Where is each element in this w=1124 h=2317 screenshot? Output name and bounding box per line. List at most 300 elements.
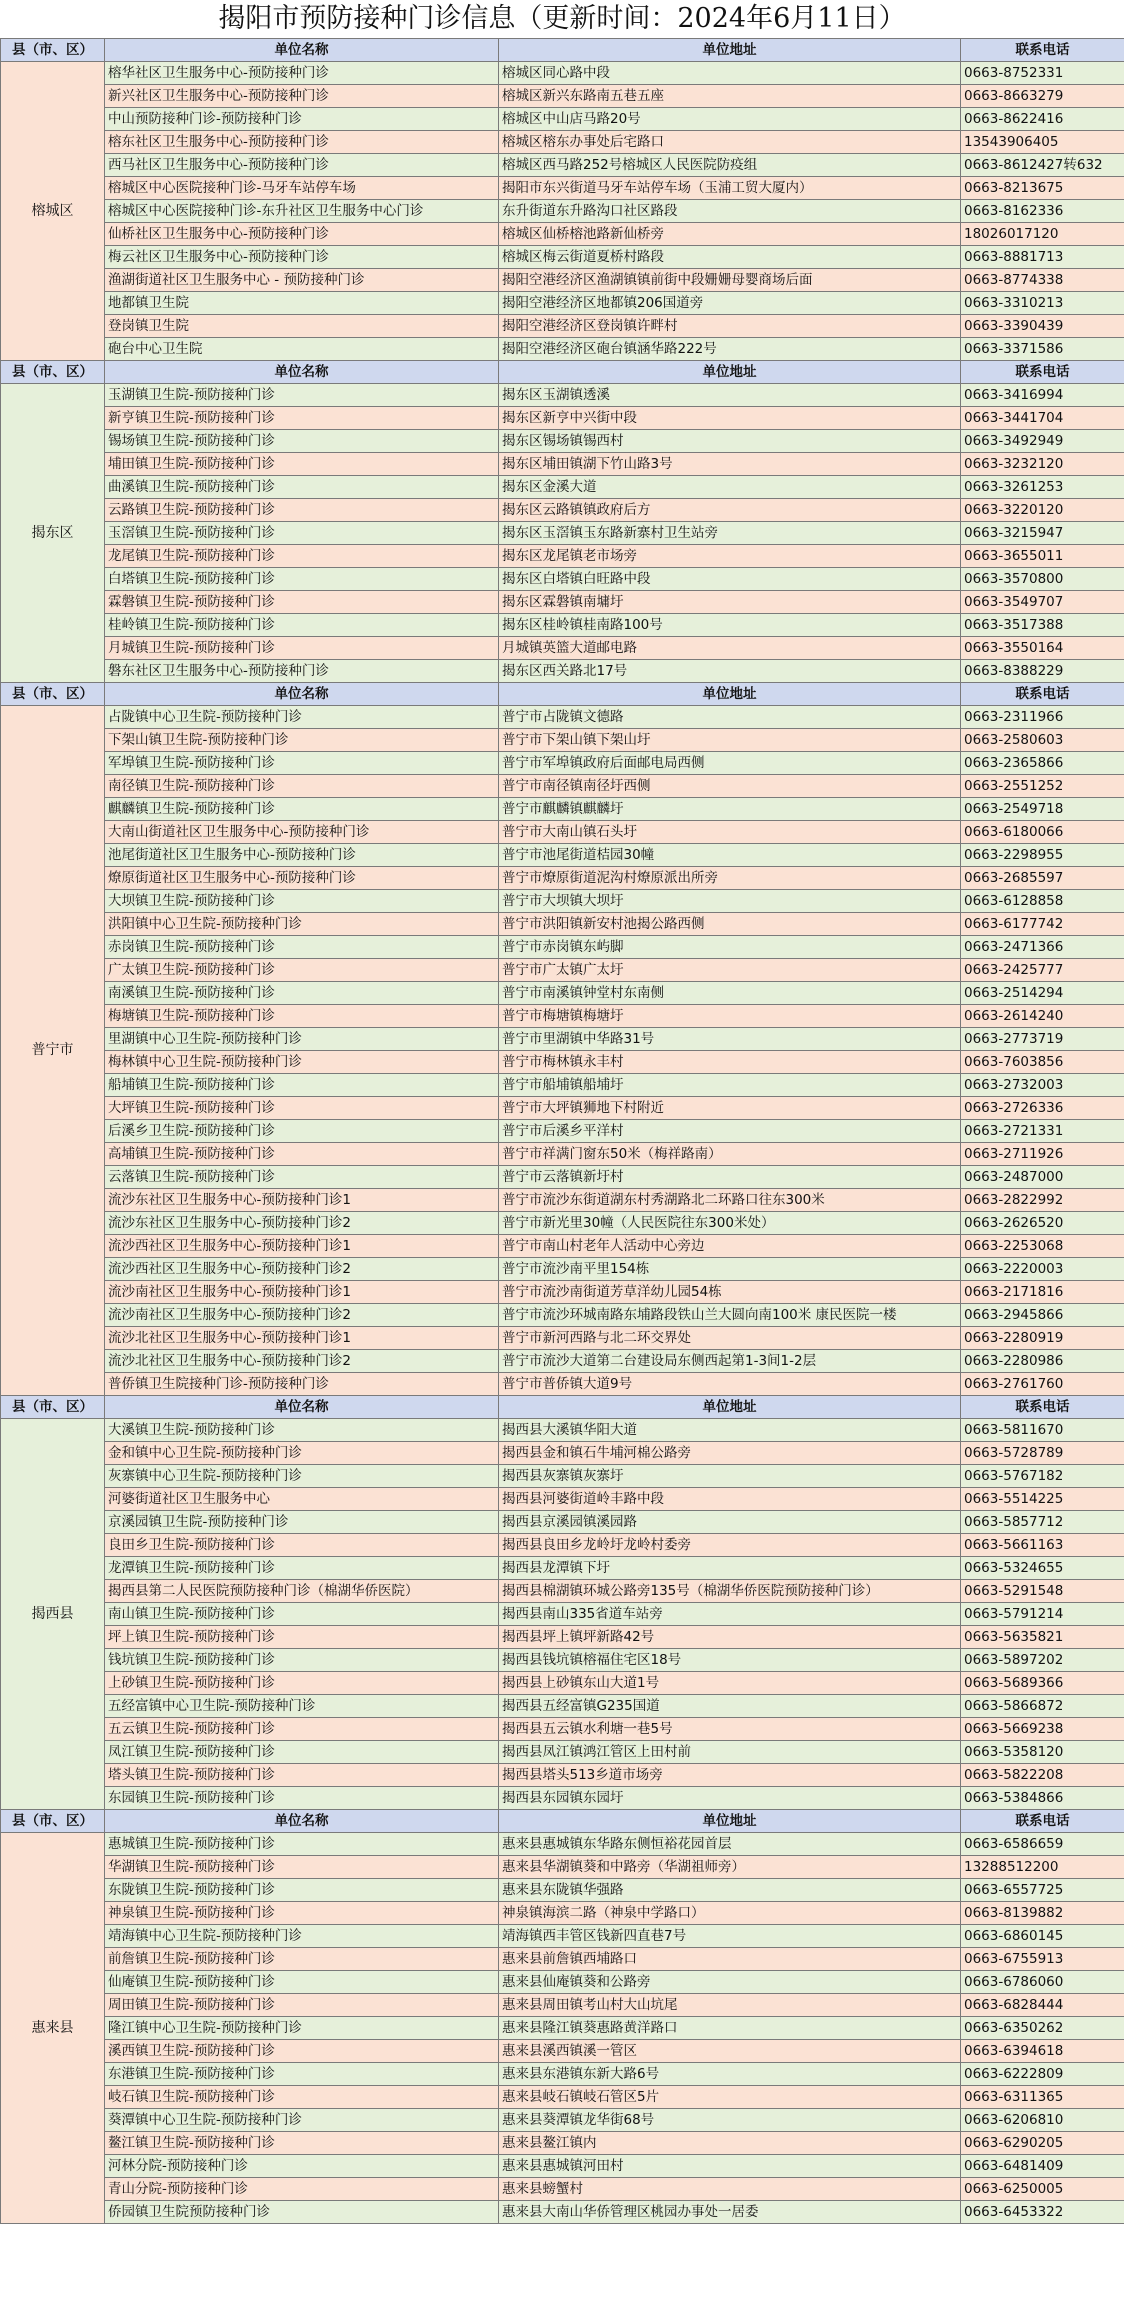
clinic-phone-cell: 0663-2549718 <box>961 798 1124 821</box>
clinic-address-cell: 榕城区中山店马路20号 <box>499 108 961 131</box>
county-cell: 惠来县 <box>1 1833 105 2224</box>
table-row <box>1 407 1124 430</box>
clinic-name-cell: 中山预防接种门诊-预防接种门诊 <box>105 108 499 131</box>
phone-header: 联系电话 <box>961 361 1124 384</box>
clinic-address-cell: 揭东区锡场镇锡西村 <box>499 430 961 453</box>
clinic-phone-cell: 0663-2487000 <box>961 1166 1124 1189</box>
clinic-phone-cell: 0663-5661163 <box>961 1534 1124 1557</box>
clinic-phone-cell: 0663-7603856 <box>961 1051 1124 1074</box>
clinic-address-cell: 榕城区榕东办事处后宅路口 <box>499 131 961 154</box>
clinic-name-cell: 惠城镇卫生院-预防接种门诊 <box>105 1833 499 1856</box>
table-row <box>1 1143 1124 1166</box>
table-row <box>1 1327 1124 1350</box>
clinic-address-cell: 普宁市南径镇南径圩西侧 <box>499 775 961 798</box>
clinic-address-cell: 揭阳空港经济区地都镇206国道旁 <box>499 292 961 315</box>
table-row <box>1 1695 1124 1718</box>
clinic-phone-cell: 0663-2280986 <box>961 1350 1124 1373</box>
clinic-name-cell: 普侨镇卫生院接种门诊-预防接种门诊 <box>105 1373 499 1396</box>
section-header-row <box>1 1396 1124 1419</box>
clinic-address-cell: 榕城区梅云街道夏桥村路段 <box>499 246 961 269</box>
clinic-phone-cell: 0663-8752331 <box>961 62 1124 85</box>
clinic-address-cell: 普宁市船埔镇船埔圩 <box>499 1074 961 1097</box>
clinic-address-cell: 揭西县凤江镇鸿江管区上田村前 <box>499 1741 961 1764</box>
clinic-name-cell: 五云镇卫生院-预防接种门诊 <box>105 1718 499 1741</box>
clinic-address-cell: 揭东区云路镇镇政府后方 <box>499 499 961 522</box>
table-row <box>1 2109 1124 2132</box>
clinic-phone-cell: 0663-6557725 <box>961 1879 1124 1902</box>
table-row <box>1 200 1124 223</box>
clinic-address-cell: 普宁市流沙东街道湖东村秀湖路北二环路口往东300米 <box>499 1189 961 1212</box>
clinic-phone-cell: 0663-5358120 <box>961 1741 1124 1764</box>
clinic-phone-cell: 0663-3416994 <box>961 384 1124 407</box>
clinic-address-cell: 惠来县隆江镇葵惠路黄洋路口 <box>499 2017 961 2040</box>
clinic-address-cell: 靖海镇西丰管区钱新四直巷7号 <box>499 1925 961 1948</box>
table-row <box>1 1281 1124 1304</box>
clinic-name-cell: 南径镇卫生院-预防接种门诊 <box>105 775 499 798</box>
clinic-address-cell: 揭西县灰寨镇灰寨圩 <box>499 1465 961 1488</box>
address-header: 单位地址 <box>499 361 961 384</box>
clinic-name-cell: 周田镇卫生院-预防接种门诊 <box>105 1994 499 2017</box>
clinic-name-cell: 隆江镇中心卫生院-预防接种门诊 <box>105 2017 499 2040</box>
table-row <box>1 798 1124 821</box>
clinic-phone-cell: 0663-3261253 <box>961 476 1124 499</box>
table-row <box>1 1649 1124 1672</box>
clinic-address-cell: 揭西县良田乡龙岭圩龙岭村委旁 <box>499 1534 961 1557</box>
clinic-name-cell: 神泉镇卫生院-预防接种门诊 <box>105 1902 499 1925</box>
clinic-name-cell: 渔湖街道社区卫生服务中心 - 预防接种门诊 <box>105 269 499 292</box>
table-row <box>1 2040 1124 2063</box>
table-row <box>1 1442 1124 1465</box>
clinic-address-cell: 普宁市祥满门窗东50米（梅祥路南） <box>499 1143 961 1166</box>
clinic-address-cell: 揭东区白塔镇白旺路中段 <box>499 568 961 591</box>
address-header: 单位地址 <box>499 39 961 62</box>
clinic-name-cell: 大南山街道社区卫生服务中心-预防接种门诊 <box>105 821 499 844</box>
clinic-address-cell: 普宁市广太镇广太圩 <box>499 959 961 982</box>
clinic-name-cell: 流沙北社区卫生服务中心-预防接种门诊1 <box>105 1327 499 1350</box>
clinic-phone-cell: 0663-5811670 <box>961 1419 1124 1442</box>
clinic-address-cell: 榕城区西马路252号榕城区人民医院防疫组 <box>499 154 961 177</box>
clinic-address-cell: 普宁市南山村老年人活动中心旁边 <box>499 1235 961 1258</box>
clinic-name-cell: 榕华社区卫生服务中心-预防接种门诊 <box>105 62 499 85</box>
clinic-phone-cell: 0663-6222809 <box>961 2063 1124 2086</box>
clinic-address-cell: 普宁市洪阳镇新安村池揭公路西侧 <box>499 913 961 936</box>
table-row <box>1 1120 1124 1143</box>
clinic-address-cell: 普宁市流沙环城南路东埔路段铁山兰大圆向南100米 康民医院一楼 <box>499 1304 961 1327</box>
clinic-address-cell: 揭西县钱坑镇榕福住宅区18号 <box>499 1649 961 1672</box>
county-header: 县（市、区） <box>1 1396 105 1419</box>
clinic-name-cell: 华湖镇卫生院-预防接种门诊 <box>105 1856 499 1879</box>
address-header: 单位地址 <box>499 1810 961 1833</box>
clinic-address-cell: 揭西县上砂镇东山大道1号 <box>499 1672 961 1695</box>
clinic-address-cell: 揭西县东园镇东园圩 <box>499 1787 961 1810</box>
name-header: 单位名称 <box>105 39 499 62</box>
table-row <box>1 591 1124 614</box>
table-row <box>1 1097 1124 1120</box>
clinic-phone-cell: 0663-3655011 <box>961 545 1124 568</box>
table-row <box>1 246 1124 269</box>
table-row <box>1 913 1124 936</box>
clinic-address-cell: 榕城区仙桥榕池路新仙桥旁 <box>499 223 961 246</box>
clinic-address-cell: 普宁市梅塘镇梅塘圩 <box>499 1005 961 1028</box>
clinic-name-cell: 大溪镇卫生院-预防接种门诊 <box>105 1419 499 1442</box>
name-header: 单位名称 <box>105 683 499 706</box>
table-row <box>1 2086 1124 2109</box>
table-row <box>1 1833 1124 1856</box>
clinic-phone-cell: 0663-6180066 <box>961 821 1124 844</box>
clinic-name-cell: 曲溪镇卫生院-预防接种门诊 <box>105 476 499 499</box>
clinic-address-cell: 揭东区埔田镇湖下竹山路3号 <box>499 453 961 476</box>
clinic-name-cell: 占陇镇中心卫生院-预防接种门诊 <box>105 706 499 729</box>
table-row <box>1 821 1124 844</box>
clinic-address-cell: 惠来县葵潭镇龙华街68号 <box>499 2109 961 2132</box>
clinic-phone-cell: 18026017120 <box>961 223 1124 246</box>
clinic-address-cell: 揭东区霖磐镇南墉圩 <box>499 591 961 614</box>
clinic-address-cell: 月城镇英篮大道邮电路 <box>499 637 961 660</box>
clinic-name-cell: 军埠镇卫生院-预防接种门诊 <box>105 752 499 775</box>
clinic-phone-cell: 0663-2761760 <box>961 1373 1124 1396</box>
clinic-phone-cell: 0663-3220120 <box>961 499 1124 522</box>
clinic-name-cell: 赤岗镇卫生院-预防接种门诊 <box>105 936 499 959</box>
table-row <box>1 1005 1124 1028</box>
address-header: 单位地址 <box>499 1396 961 1419</box>
clinic-name-cell: 高埔镇卫生院-预防接种门诊 <box>105 1143 499 1166</box>
clinic-name-cell: 新兴社区卫生服务中心-预防接种门诊 <box>105 85 499 108</box>
table-row <box>1 1304 1124 1327</box>
clinic-name-cell: 新亨镇卫生院-预防接种门诊 <box>105 407 499 430</box>
clinic-name-cell: 侨园镇卫生院预防接种门诊 <box>105 2201 499 2224</box>
county-cell: 榕城区 <box>1 62 105 361</box>
clinic-phone-cell: 13543906405 <box>961 131 1124 154</box>
clinic-name-cell: 里湖镇中心卫生院-预防接种门诊 <box>105 1028 499 1051</box>
table-row <box>1 1856 1124 1879</box>
clinic-phone-cell: 0663-8612427转632 <box>961 154 1124 177</box>
clinic-phone-cell: 0663-3549707 <box>961 591 1124 614</box>
clinic-address-cell: 揭东区玉湖镇透溪 <box>499 384 961 407</box>
clinic-phone-cell: 0663-2171816 <box>961 1281 1124 1304</box>
clinic-address-cell: 惠来县仙庵镇葵和公路旁 <box>499 1971 961 1994</box>
clinic-table-body <box>1 39 1124 2224</box>
clinic-address-cell: 神泉镇海滨二路（神泉中学路口） <box>499 1902 961 1925</box>
clinic-name-cell: 前詹镇卫生院-预防接种门诊 <box>105 1948 499 1971</box>
clinic-phone-cell: 0663-2253068 <box>961 1235 1124 1258</box>
clinic-address-cell: 揭东区玉滘镇玉东路新寨村卫生站旁 <box>499 522 961 545</box>
clinic-phone-cell: 0663-2945866 <box>961 1304 1124 1327</box>
clinic-name-cell: 霖磐镇卫生院-预防接种门诊 <box>105 591 499 614</box>
table-row <box>1 499 1124 522</box>
table-row <box>1 131 1124 154</box>
clinic-phone-cell: 0663-6481409 <box>961 2155 1124 2178</box>
clinic-name-cell: 广太镇卫生院-预防接种门诊 <box>105 959 499 982</box>
table-row <box>1 1626 1124 1649</box>
clinic-name-cell: 池尾街道社区卫生服务中心-预防接种门诊 <box>105 844 499 867</box>
table-row <box>1 1787 1124 1810</box>
clinic-address-cell: 普宁市大坪镇狮地下村附近 <box>499 1097 961 1120</box>
clinic-phone-cell: 0663-5291548 <box>961 1580 1124 1603</box>
clinic-phone-cell: 0663-6586659 <box>961 1833 1124 1856</box>
table-row <box>1 1580 1124 1603</box>
clinic-name-cell: 流沙北社区卫生服务中心-预防接种门诊2 <box>105 1350 499 1373</box>
clinic-name-cell: 榕城区中心医院接种门诊-东升社区卫生服务中心门诊 <box>105 200 499 223</box>
table-row <box>1 154 1124 177</box>
clinic-phone-cell: 0663-8388229 <box>961 660 1124 683</box>
clinic-name-cell: 凤江镇卫生院-预防接种门诊 <box>105 1741 499 1764</box>
county-cell: 普宁市 <box>1 706 105 1396</box>
clinic-phone-cell: 0663-2551252 <box>961 775 1124 798</box>
clinic-phone-cell: 0663-3371586 <box>961 338 1124 361</box>
table-row <box>1 729 1124 752</box>
clinic-name-cell: 地都镇卫生院 <box>105 292 499 315</box>
clinic-phone-cell: 0663-5791214 <box>961 1603 1124 1626</box>
clinic-phone-cell: 0663-8881713 <box>961 246 1124 269</box>
table-row <box>1 1235 1124 1258</box>
table-row <box>1 453 1124 476</box>
clinic-name-cell: 河林分院-预防接种门诊 <box>105 2155 499 2178</box>
table-row <box>1 108 1124 131</box>
county-header: 县（市、区） <box>1 1810 105 1833</box>
table-row <box>1 1465 1124 1488</box>
table-row <box>1 1603 1124 1626</box>
table-row <box>1 1994 1124 2017</box>
table-row <box>1 1350 1124 1373</box>
page-title: 揭阳市预防接种门诊信息（更新时间：2024年6月11日） <box>218 3 906 34</box>
table-row <box>1 1764 1124 1787</box>
clinic-phone-cell: 0663-2220003 <box>961 1258 1124 1281</box>
table-row <box>1 867 1124 890</box>
table-row <box>1 844 1124 867</box>
clinic-name-cell: 钱坑镇卫生院-预防接种门诊 <box>105 1649 499 1672</box>
clinic-phone-cell: 0663-2726336 <box>961 1097 1124 1120</box>
clinic-phone-cell: 0663-2721331 <box>961 1120 1124 1143</box>
clinic-address-cell: 惠来县螃蟹村 <box>499 2178 961 2201</box>
table-row <box>1 1948 1124 1971</box>
clinic-name-cell: 大坝镇卫生院-预防接种门诊 <box>105 890 499 913</box>
table-row <box>1 982 1124 1005</box>
phone-header: 联系电话 <box>961 39 1124 62</box>
clinic-phone-cell: 0663-6290205 <box>961 2132 1124 2155</box>
table-row <box>1 62 1124 85</box>
clinic-address-cell: 惠来县惠城镇河田村 <box>499 2155 961 2178</box>
table-row <box>1 614 1124 637</box>
clinic-name-cell: 龙尾镇卫生院-预防接种门诊 <box>105 545 499 568</box>
clinic-address-cell: 普宁市梅林镇永丰村 <box>499 1051 961 1074</box>
clinic-name-cell: 靖海镇中心卫生院-预防接种门诊 <box>105 1925 499 1948</box>
clinic-name-cell: 月城镇卫生院-预防接种门诊 <box>105 637 499 660</box>
clinic-address-cell: 揭西县京溪园镇溪园路 <box>499 1511 961 1534</box>
table-row <box>1 936 1124 959</box>
clinic-address-cell: 揭阳空港经济区渔湖镇镇前街中段姗姗母婴商场后面 <box>499 269 961 292</box>
clinic-name-cell: 金和镇中心卫生院-预防接种门诊 <box>105 1442 499 1465</box>
clinic-name-cell: 洪阳镇中心卫生院-预防接种门诊 <box>105 913 499 936</box>
clinic-name-cell: 南溪镇卫生院-预防接种门诊 <box>105 982 499 1005</box>
clinic-phone-cell: 0663-2514294 <box>961 982 1124 1005</box>
clinic-name-cell: 上砂镇卫生院-预防接种门诊 <box>105 1672 499 1695</box>
clinic-address-cell: 揭西县龙潭镇下圩 <box>499 1557 961 1580</box>
table-row <box>1 1925 1124 1948</box>
clinic-address-cell: 普宁市大南山镇石头圩 <box>499 821 961 844</box>
table-row <box>1 2017 1124 2040</box>
table-row <box>1 1028 1124 1051</box>
clinic-name-cell: 东港镇卫生院-预防接种门诊 <box>105 2063 499 2086</box>
clinic-address-cell: 东升街道东升路沟口社区路段 <box>499 200 961 223</box>
clinic-address-cell: 普宁市南溪镇钟堂村东南侧 <box>499 982 961 1005</box>
clinic-phone-cell: 0663-2298955 <box>961 844 1124 867</box>
section-header-row <box>1 39 1124 62</box>
table-row <box>1 269 1124 292</box>
table-row <box>1 1511 1124 1534</box>
table-row <box>1 2201 1124 2224</box>
clinic-phone-cell: 0663-6828444 <box>961 1994 1124 2017</box>
clinic-address-cell: 惠来县前詹镇西埔路口 <box>499 1948 961 1971</box>
table-row <box>1 752 1124 775</box>
clinic-phone-cell: 0663-5669238 <box>961 1718 1124 1741</box>
clinic-address-cell: 惠来县溪西镇溪一管区 <box>499 2040 961 2063</box>
clinic-name-cell: 锡场镇卫生院-预防接种门诊 <box>105 430 499 453</box>
clinic-address-cell: 揭东区金溪大道 <box>499 476 961 499</box>
clinic-name-cell: 大坪镇卫生院-预防接种门诊 <box>105 1097 499 1120</box>
clinic-name-cell: 磐东社区卫生服务中心-预防接种门诊 <box>105 660 499 683</box>
clinic-address-cell: 揭阳空港经济区砲台镇涵华路222号 <box>499 338 961 361</box>
clinic-address-cell: 普宁市麒麟镇麒麟圩 <box>499 798 961 821</box>
clinic-name-cell: 坪上镇卫生院-预防接种门诊 <box>105 1626 499 1649</box>
clinic-address-cell: 揭西县金和镇石牛埔河棉公路旁 <box>499 1442 961 1465</box>
clinic-name-cell: 梅塘镇卫生院-预防接种门诊 <box>105 1005 499 1028</box>
table-row <box>1 660 1124 683</box>
clinic-phone-cell: 0663-5897202 <box>961 1649 1124 1672</box>
name-header: 单位名称 <box>105 1396 499 1419</box>
clinic-name-cell: 流沙南社区卫生服务中心-预防接种门诊1 <box>105 1281 499 1304</box>
clinic-phone-cell: 0663-5635821 <box>961 1626 1124 1649</box>
clinic-phone-cell: 0663-5689366 <box>961 1672 1124 1695</box>
clinic-phone-cell: 0663-6250005 <box>961 2178 1124 2201</box>
clinic-name-cell: 玉湖镇卫生院-预防接种门诊 <box>105 384 499 407</box>
table-row <box>1 1166 1124 1189</box>
clinic-phone-cell: 0663-2626520 <box>961 1212 1124 1235</box>
clinic-name-cell: 砲台中心卫生院 <box>105 338 499 361</box>
clinic-name-cell: 白塔镇卫生院-预防接种门诊 <box>105 568 499 591</box>
clinic-address-cell: 揭西县河婆街道岭丰路中段 <box>499 1488 961 1511</box>
clinic-phone-cell: 0663-6311365 <box>961 2086 1124 2109</box>
table-row <box>1 568 1124 591</box>
clinic-name-cell: 玉滘镇卫生院-预防接种门诊 <box>105 522 499 545</box>
table-row <box>1 384 1124 407</box>
clinic-name-cell: 良田乡卫生院-预防接种门诊 <box>105 1534 499 1557</box>
name-header: 单位名称 <box>105 1810 499 1833</box>
table-row <box>1 223 1124 246</box>
clinic-address-cell: 惠来县东陇镇华强路 <box>499 1879 961 1902</box>
clinic-name-cell: 流沙西社区卫生服务中心-预防接种门诊2 <box>105 1258 499 1281</box>
county-header: 县（市、区） <box>1 39 105 62</box>
clinic-table <box>0 38 1124 2224</box>
clinic-phone-cell: 0663-3441704 <box>961 407 1124 430</box>
table-row <box>1 476 1124 499</box>
clinic-name-cell: 榕城区中心医院接种门诊-马牙车站停车场 <box>105 177 499 200</box>
clinic-address-cell: 普宁市池尾街道桔园30幢 <box>499 844 961 867</box>
clinic-address-cell: 普宁市云落镇新圩村 <box>499 1166 961 1189</box>
clinic-phone-cell: 0663-5767182 <box>961 1465 1124 1488</box>
clinic-phone-cell: 0663-6860145 <box>961 1925 1124 1948</box>
clinic-name-cell: 溪西镇卫生院-预防接种门诊 <box>105 2040 499 2063</box>
clinic-address-cell: 榕城区新兴东路南五巷五座 <box>499 85 961 108</box>
clinic-name-cell: 登岗镇卫生院 <box>105 315 499 338</box>
clinic-phone-cell: 0663-3517388 <box>961 614 1124 637</box>
clinic-phone-cell: 0663-6350262 <box>961 2017 1124 2040</box>
clinic-address-cell: 惠来县岐石镇岐石管区5片 <box>499 2086 961 2109</box>
clinic-phone-cell: 0663-3310213 <box>961 292 1124 315</box>
clinic-phone-cell: 0663-2471366 <box>961 936 1124 959</box>
table-row <box>1 292 1124 315</box>
table-row <box>1 1879 1124 1902</box>
clinic-phone-cell: 0663-3550164 <box>961 637 1124 660</box>
clinic-name-cell: 东园镇卫生院-预防接种门诊 <box>105 1787 499 1810</box>
clinic-phone-cell: 0663-2425777 <box>961 959 1124 982</box>
clinic-phone-cell: 0663-8774338 <box>961 269 1124 292</box>
clinic-phone-cell: 0663-8213675 <box>961 177 1124 200</box>
clinic-name-cell: 燎原街道社区卫生服务中心-预防接种门诊 <box>105 867 499 890</box>
table-row <box>1 890 1124 913</box>
clinic-name-cell: 仙桥社区卫生服务中心-预防接种门诊 <box>105 223 499 246</box>
clinic-phone-cell: 0663-3492949 <box>961 430 1124 453</box>
phone-header: 联系电话 <box>961 683 1124 706</box>
table-row <box>1 959 1124 982</box>
table-row <box>1 1212 1124 1235</box>
clinic-phone-cell: 0663-2311966 <box>961 706 1124 729</box>
clinic-phone-cell: 0663-2365866 <box>961 752 1124 775</box>
clinic-address-cell: 普宁市流沙大道第二台建设局东侧西起第1-3间1-2层 <box>499 1350 961 1373</box>
clinic-name-cell: 埔田镇卫生院-预防接种门诊 <box>105 453 499 476</box>
clinic-address-cell: 惠来县惠城镇东华路东侧恒裕花园首层 <box>499 1833 961 1856</box>
clinic-phone-cell: 0663-6453322 <box>961 2201 1124 2224</box>
clinic-address-cell: 普宁市后溪乡平洋村 <box>499 1120 961 1143</box>
table-row <box>1 522 1124 545</box>
table-row <box>1 2063 1124 2086</box>
table-row <box>1 1074 1124 1097</box>
clinic-name-cell: 京溪园镇卫生院-预防接种门诊 <box>105 1511 499 1534</box>
clinic-phone-cell: 0663-3215947 <box>961 522 1124 545</box>
clinic-phone-cell: 0663-5514225 <box>961 1488 1124 1511</box>
clinic-address-cell: 惠来县周田镇考山村大山坑尾 <box>499 1994 961 2017</box>
clinic-name-cell: 揭西县第二人民医院预防接种门诊（棉湖华侨医院） <box>105 1580 499 1603</box>
clinic-address-cell: 揭西县五云镇水利塘一巷5号 <box>499 1718 961 1741</box>
clinic-address-cell: 揭西县南山335省道车站旁 <box>499 1603 961 1626</box>
table-row <box>1 1488 1124 1511</box>
clinic-address-cell: 揭西县坪上镇坪新路42号 <box>499 1626 961 1649</box>
clinic-name-cell: 流沙西社区卫生服务中心-预防接种门诊1 <box>105 1235 499 1258</box>
county-cell: 揭西县 <box>1 1419 105 1810</box>
clinic-name-cell: 桂岭镇卫生院-预防接种门诊 <box>105 614 499 637</box>
clinic-name-cell: 五经富镇中心卫生院-预防接种门诊 <box>105 1695 499 1718</box>
table-row <box>1 177 1124 200</box>
table-row <box>1 315 1124 338</box>
clinic-phone-cell: 0663-5728789 <box>961 1442 1124 1465</box>
clinic-phone-cell: 0663-2732003 <box>961 1074 1124 1097</box>
county-header: 县（市、区） <box>1 361 105 384</box>
clinic-address-cell: 普宁市新河西路与北二环交界处 <box>499 1327 961 1350</box>
address-header: 单位地址 <box>499 683 961 706</box>
clinic-name-cell: 东陇镇卫生院-预防接种门诊 <box>105 1879 499 1902</box>
table-row <box>1 1672 1124 1695</box>
clinic-phone-cell: 0663-2614240 <box>961 1005 1124 1028</box>
table-row <box>1 1971 1124 1994</box>
clinic-address-cell: 普宁市下架山镇下架山圩 <box>499 729 961 752</box>
clinic-name-cell: 灰寨镇中心卫生院-预防接种门诊 <box>105 1465 499 1488</box>
phone-header: 联系电话 <box>961 1810 1124 1833</box>
clinic-name-cell: 梅林镇中心卫生院-预防接种门诊 <box>105 1051 499 1074</box>
clinic-name-cell: 榕东社区卫生服务中心-预防接种门诊 <box>105 131 499 154</box>
clinic-address-cell: 揭西县大溪镇华阳大道 <box>499 1419 961 1442</box>
clinic-phone-cell: 0663-3390439 <box>961 315 1124 338</box>
clinic-phone-cell: 0663-8162336 <box>961 200 1124 223</box>
clinic-phone-cell: 0663-8139882 <box>961 1902 1124 1925</box>
